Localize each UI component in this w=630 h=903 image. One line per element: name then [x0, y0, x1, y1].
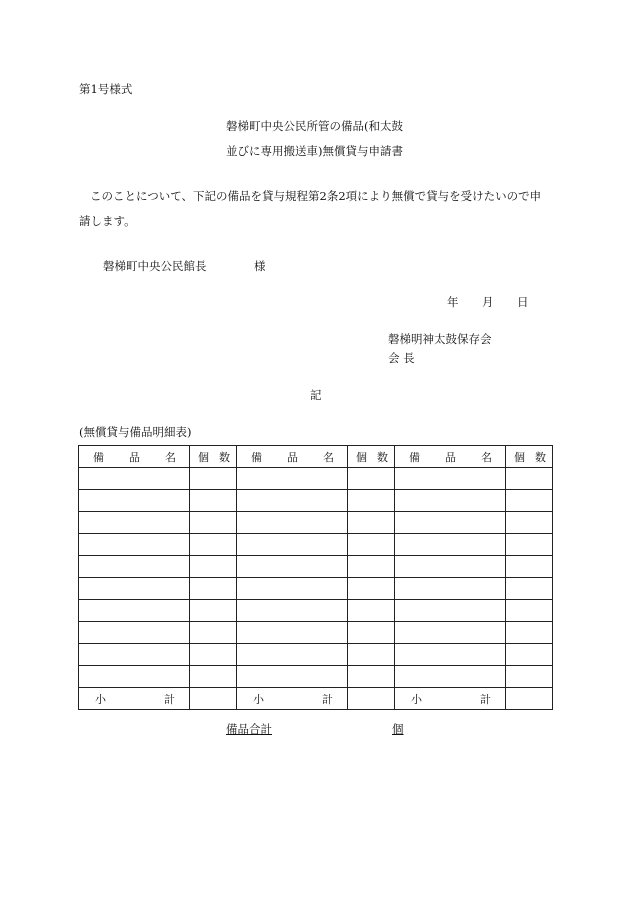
quantity-cell	[506, 534, 553, 556]
quantity-cell	[348, 666, 395, 688]
quantity-cell	[348, 644, 395, 666]
header-item-name	[237, 446, 348, 468]
subtotal-quantity-cell	[348, 688, 395, 710]
quantity-cell	[348, 512, 395, 534]
document-title-line-1: 磐梯町中央公民所管の備品(和太鼓	[226, 119, 403, 133]
item-name-cell	[79, 578, 190, 600]
quantity-cell	[348, 490, 395, 512]
table-row	[79, 666, 553, 688]
header-item-name-char: 品	[445, 450, 456, 464]
quantity-cell	[506, 468, 553, 490]
quantity-cell	[190, 468, 237, 490]
item-name-cell	[79, 468, 190, 490]
date-month-label: 月	[482, 295, 494, 309]
quantity-cell	[348, 534, 395, 556]
subtotal-label-char: 小	[253, 692, 264, 706]
quantity-cell	[506, 644, 553, 666]
table-row	[79, 534, 553, 556]
item-name-cell	[237, 666, 348, 688]
header-item-name-char: 名	[481, 450, 492, 464]
header-quantity-char: 個	[198, 450, 209, 464]
header-item-name-char: 名	[165, 450, 176, 464]
header-quantity-char: 数	[377, 450, 388, 464]
item-name-cell	[395, 468, 506, 490]
ki-heading: 記	[310, 388, 322, 402]
item-name-cell	[395, 490, 506, 512]
applicant-organization: 磐梯明神太鼓保存会	[388, 332, 492, 346]
header-quantity	[348, 446, 395, 468]
item-name-cell	[237, 600, 348, 622]
quantity-cell	[506, 512, 553, 534]
quantity-cell	[348, 468, 395, 490]
header-item-name	[79, 446, 190, 468]
table-caption: (無償貸与備品明細表)	[79, 425, 192, 439]
body-text-line-2: 請します。	[79, 214, 136, 228]
equipment-total-unit: 個	[392, 722, 404, 736]
item-name-cell	[395, 556, 506, 578]
item-name-cell	[79, 556, 190, 578]
subtotal-label-char: 計	[164, 692, 175, 706]
document-title-line-2: 並びに専用搬送車)無償貸与申請書	[226, 144, 403, 158]
table-row	[79, 600, 553, 622]
item-name-cell	[79, 512, 190, 534]
item-name-cell	[395, 666, 506, 688]
quantity-cell	[348, 556, 395, 578]
item-name-cell	[237, 622, 348, 644]
item-name-cell	[237, 534, 348, 556]
quantity-cell	[190, 534, 237, 556]
table-header-row	[79, 446, 553, 468]
item-name-cell	[79, 490, 190, 512]
quantity-cell	[506, 578, 553, 600]
subtotal-label-char: 小	[95, 692, 106, 706]
subtotal-label	[395, 688, 506, 710]
table-row	[79, 490, 553, 512]
table-row	[79, 512, 553, 534]
header-item-name-char: 備	[251, 450, 262, 464]
subtotal-label	[79, 688, 190, 710]
header-item-name-char: 備	[93, 450, 104, 464]
subtotal-label-char: 計	[322, 692, 333, 706]
table-row	[79, 556, 553, 578]
date-year-label: 年	[447, 295, 459, 309]
item-name-cell	[395, 578, 506, 600]
quantity-cell	[348, 600, 395, 622]
header-item-name	[395, 446, 506, 468]
table-row	[79, 578, 553, 600]
item-name-cell	[237, 512, 348, 534]
item-name-cell	[79, 666, 190, 688]
item-name-cell	[395, 534, 506, 556]
header-quantity-char: 個	[356, 450, 367, 464]
addressee-honorific: 様	[254, 259, 266, 273]
equipment-detail-table	[78, 445, 553, 710]
equipment-total	[226, 721, 404, 737]
item-name-cell	[395, 644, 506, 666]
quantity-cell	[190, 556, 237, 578]
item-name-cell	[237, 644, 348, 666]
item-name-cell	[79, 534, 190, 556]
item-name-cell	[79, 600, 190, 622]
quantity-cell	[190, 666, 237, 688]
addressee-name: 磐梯町中央公民館長	[103, 259, 207, 273]
quantity-cell	[348, 622, 395, 644]
header-quantity-char: 個	[514, 450, 525, 464]
form-number: 第1号様式	[79, 82, 133, 96]
item-name-cell	[237, 490, 348, 512]
quantity-cell	[190, 490, 237, 512]
quantity-cell	[348, 578, 395, 600]
header-quantity-char: 数	[535, 450, 546, 464]
table-row	[79, 622, 553, 644]
item-name-cell	[237, 556, 348, 578]
header-item-name-char: 品	[287, 450, 298, 464]
header-quantity	[506, 446, 553, 468]
body-text-line-1: このことについて、下記の備品を貸与規程第2条2項により無償で貸与を受けたいので申	[90, 189, 542, 203]
header-quantity	[190, 446, 237, 468]
subtotal-row	[79, 688, 553, 710]
item-name-cell	[395, 512, 506, 534]
item-name-cell	[395, 600, 506, 622]
table-row	[79, 468, 553, 490]
quantity-cell	[190, 578, 237, 600]
quantity-cell	[506, 622, 553, 644]
item-name-cell	[79, 622, 190, 644]
header-item-name-char: 品	[129, 450, 140, 464]
header-quantity-char: 数	[219, 450, 230, 464]
header-item-name-char: 備	[409, 450, 420, 464]
quantity-cell	[506, 556, 553, 578]
item-name-cell	[79, 644, 190, 666]
item-name-cell	[237, 578, 348, 600]
quantity-cell	[190, 512, 237, 534]
applicant-role: 会 長	[388, 351, 415, 365]
date-day-label: 日	[517, 295, 529, 309]
equipment-total-label: 備品合計	[226, 722, 272, 736]
subtotal-label	[237, 688, 348, 710]
table-row	[79, 644, 553, 666]
header-item-name-char: 名	[323, 450, 334, 464]
subtotal-label-char: 小	[411, 692, 422, 706]
subtotal-quantity-cell	[190, 688, 237, 710]
quantity-cell	[506, 490, 553, 512]
quantity-cell	[506, 600, 553, 622]
quantity-cell	[506, 666, 553, 688]
item-name-cell	[237, 468, 348, 490]
item-name-cell	[395, 622, 506, 644]
quantity-cell	[190, 644, 237, 666]
subtotal-quantity-cell	[506, 688, 553, 710]
quantity-cell	[190, 600, 237, 622]
quantity-cell	[190, 622, 237, 644]
subtotal-label-char: 計	[480, 692, 491, 706]
